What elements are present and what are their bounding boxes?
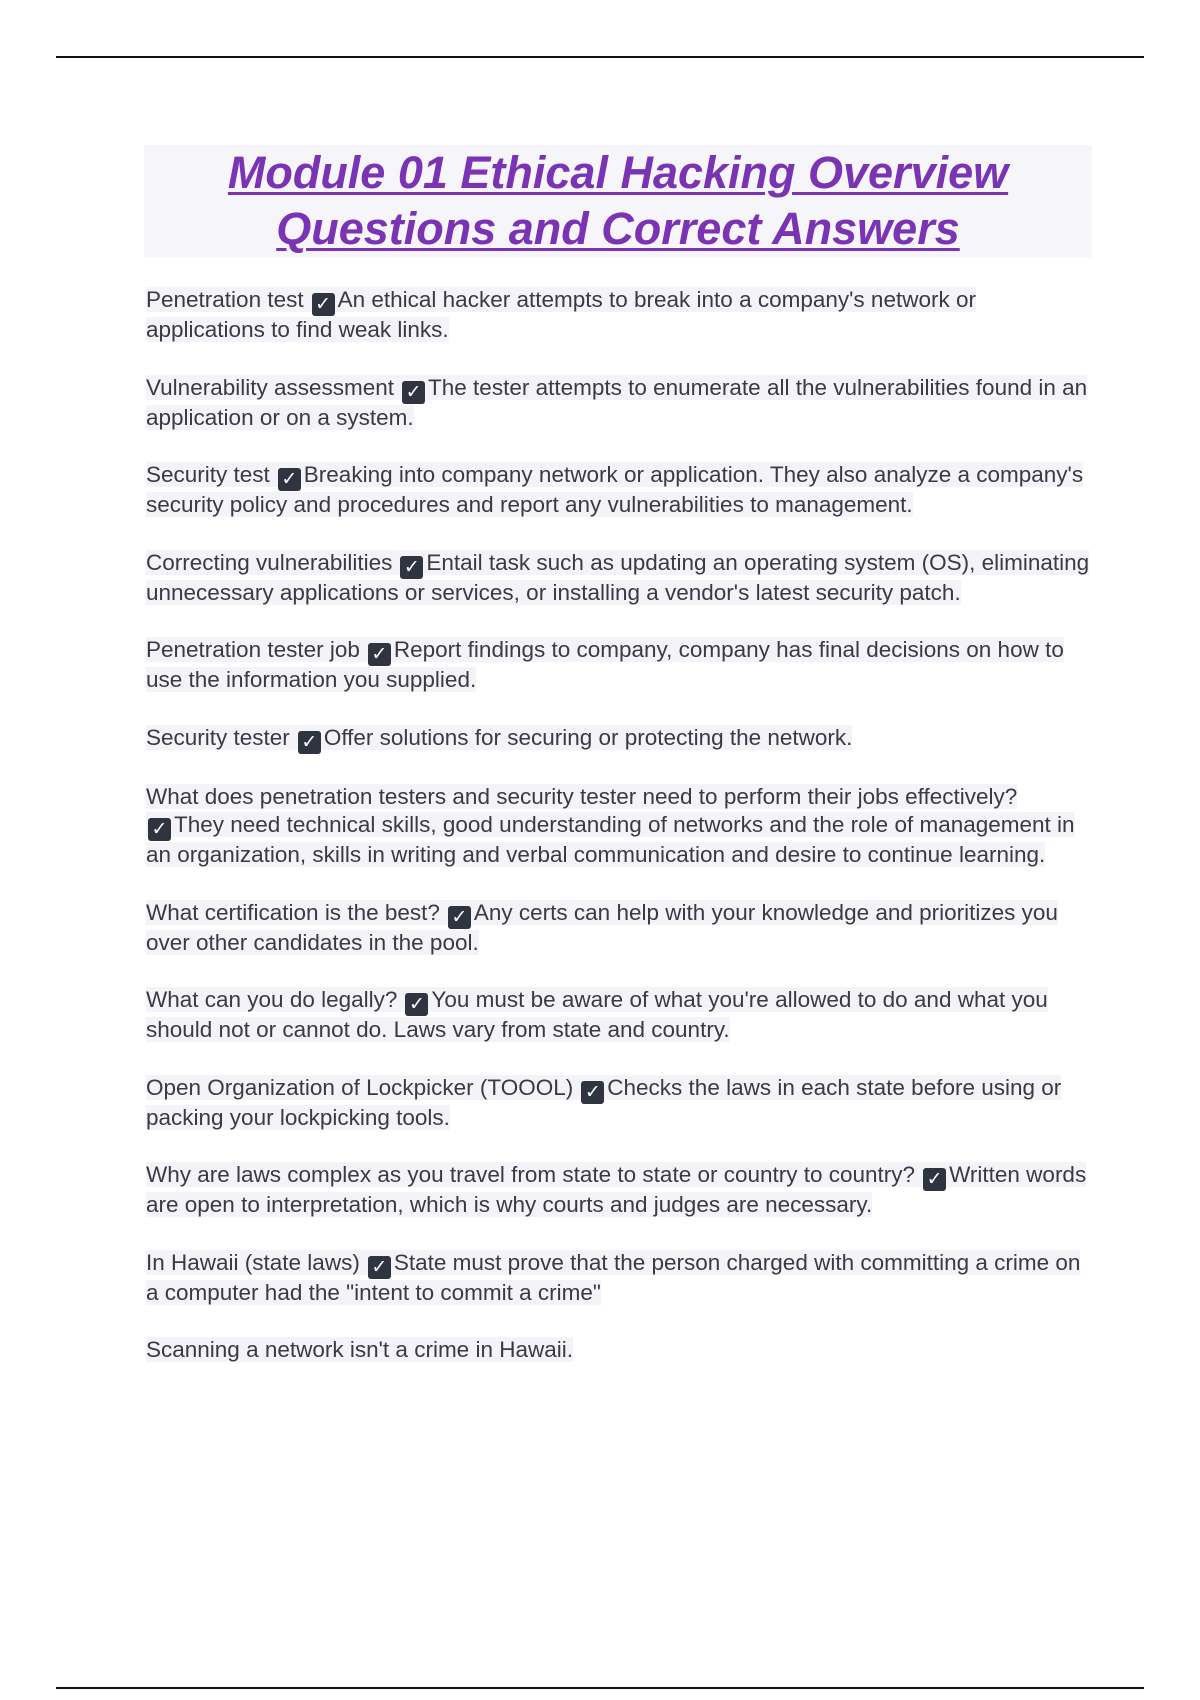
qa-term: What does penetration testers and security tester need to perform their jobs effectively? — [146, 783, 1018, 809]
qa-item — [146, 1074, 1096, 1133]
qa-term: Vulnerability assessment — [146, 374, 395, 400]
qa-term: Penetration tester job — [146, 637, 360, 662]
checkmark-icon: ✓ — [581, 1081, 604, 1104]
checkmark-icon: ✓ — [368, 1256, 391, 1279]
qa-item — [146, 899, 1096, 958]
qa-answer: An ethical hacker attempts to break into a company's network or applications to find weak links. — [146, 287, 976, 342]
qa-item — [146, 1161, 1096, 1220]
checkmark-icon: ✓ — [298, 731, 321, 754]
qa-term: What certification is the best? — [146, 899, 440, 925]
qa-answer: Offer solutions for securing or protecting the network. — [323, 724, 853, 750]
qa-item — [146, 1249, 1096, 1308]
qa-answer: Any certs can help with your knowledge and prioritizes you over other candidates in the pool. — [146, 899, 1058, 955]
top-rule — [56, 56, 1144, 58]
qa-answer: They need technical skills, good understanding of networks and the role of management in an organization, skills in writing and verbal communication and desire to continue learning. — [146, 812, 1075, 867]
checkmark-icon: ✓ — [400, 556, 423, 579]
qa-term: Open Organization of Lockpicker (TOOOL) — [146, 1074, 574, 1100]
qa-list — [146, 286, 1096, 1394]
checkmark-icon: ✓ — [402, 381, 425, 404]
qa-term: Penetration test — [146, 287, 304, 312]
qa-term: Why are laws complex as you travel from state to state or country to country? — [146, 1162, 916, 1187]
qa-answer: Report findings to company, company has final decisions on how to use the information you supplied. — [146, 637, 1064, 692]
checkmark-icon: ✓ — [923, 1168, 946, 1191]
title-line-1: Module 01 Ethical Hacking Overview — [227, 147, 1009, 198]
qa-item — [146, 783, 1096, 870]
qa-term: What can you do legally? — [146, 987, 398, 1012]
bottom-rule — [56, 1687, 1144, 1689]
qa-item — [146, 374, 1096, 433]
document-title — [144, 145, 1092, 257]
qa-answer: Breaking into company network or application. They also analyze a company's security policy and procedures and report any vulnerabilities to management. — [146, 462, 1084, 517]
qa-answer: Checks the laws in each state before using or packing your lockpicking tools. — [146, 1074, 1062, 1130]
qa-term: Security tester — [146, 724, 290, 750]
checkmark-icon: ✓ — [148, 818, 171, 841]
qa-item — [146, 461, 1096, 520]
qa-answer: Entail task such as updating an operating system (OS), eliminating unnecessary applications or services, or installing a vendor's latest security patch. — [146, 549, 1090, 605]
checkmark-icon: ✓ — [278, 468, 301, 491]
title-line-2: Questions and Correct Answers — [276, 203, 960, 254]
closing-note — [146, 1336, 1096, 1365]
qa-answer: State must prove that the person charged with committing a crime on a computer had the "intent to commit a crime" — [146, 1249, 1081, 1305]
qa-item — [146, 724, 1096, 754]
qa-answer: You must be aware of what you're allowed to do and what you should not or cannot do. Laws vary from state and country. — [146, 987, 1048, 1042]
checkmark-icon: ✓ — [405, 993, 428, 1016]
qa-item — [146, 986, 1096, 1045]
qa-term: In Hawaii (state laws) — [146, 1249, 360, 1275]
checkmark-icon: ✓ — [448, 906, 471, 929]
qa-item — [146, 636, 1096, 695]
qa-item — [146, 549, 1096, 608]
checkmark-icon: ✓ — [368, 643, 391, 666]
qa-answer: Written words are open to interpretation, which is why courts and judges are necessary. — [146, 1162, 1087, 1217]
qa-term: Correcting vulnerabilities — [146, 549, 393, 575]
checkmark-icon: ✓ — [312, 293, 335, 316]
qa-term: Security test — [146, 462, 270, 487]
closing-note-text: Scanning a network isn't a crime in Hawaii. — [146, 1337, 573, 1362]
qa-item — [146, 286, 1096, 345]
qa-answer: The tester attempts to enumerate all the vulnerabilities found in an application or on a system. — [146, 374, 1088, 430]
